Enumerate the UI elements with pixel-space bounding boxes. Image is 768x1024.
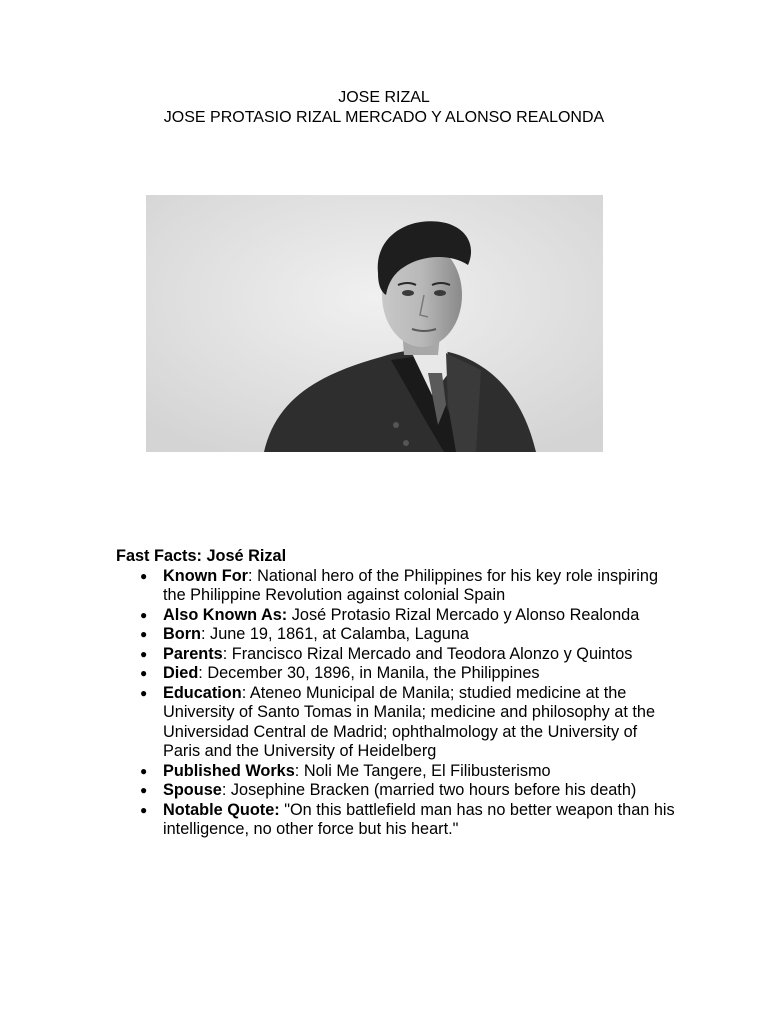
list-item: ● Education: Ateneo Municipal de Manila; studied medicine at the University of Santo Tomas in Manila; medicine and philosophy at the Universidad Central de Madrid; ophthalmology at the University of Paris and the University of Heidelberg bbox=[140, 683, 656, 760]
document-title bbox=[0, 88, 768, 128]
list-item bbox=[116, 801, 676, 840]
list-item: ● Known For: National hero of the Philippines for his key role inspiring the Philippine Revolution against colonial Spain bbox=[140, 566, 658, 604]
fact-text: Noli Me Tangere, El Filibusterismo bbox=[303, 761, 551, 780]
fact-label: Died bbox=[163, 664, 199, 682]
bullet-icon: ● bbox=[140, 607, 148, 622]
fact-text: June 19, 1861, at Calamba, Laguna bbox=[210, 625, 469, 643]
bullet-icon: ● bbox=[140, 783, 148, 797]
title-line-1: JOSE RIZAL bbox=[338, 89, 430, 106]
bullet-icon: ● bbox=[140, 763, 148, 778]
bullet-icon: ● bbox=[140, 685, 148, 700]
fact-text: "On this battlefield man has no better weapon than his intelligence, no other force but his heart." bbox=[163, 800, 675, 838]
fast-facts-section bbox=[116, 547, 676, 840]
list-item: ● Died: December 30, 1896, in Manila, the Philippines bbox=[140, 664, 540, 682]
bullet-icon: ● bbox=[140, 646, 148, 661]
list-item bbox=[116, 606, 676, 626]
list-item: ● Parents: Francisco Rizal Mercado and Teodora Alonzo y Quintos bbox=[140, 644, 633, 663]
fact-text: Ateneo Municipal de Manila; studied medicine at the University of Santo Tomas in Manila; medicine and philosophy at the Universidad Central de Madrid; ophthalmology at the University of Paris and the University of Heidelberg bbox=[163, 683, 656, 760]
fast-facts-list bbox=[116, 567, 676, 840]
fact-label: Published Works bbox=[163, 761, 295, 780]
fact-text: Francisco Rizal Mercado and Teodora Alonzo y Quintos bbox=[231, 644, 633, 663]
bullet-icon: ● bbox=[140, 666, 148, 680]
portrait-photo bbox=[146, 195, 603, 452]
fast-facts-heading: Fast Facts: José Rizal bbox=[116, 547, 287, 565]
bullet-icon: ● bbox=[140, 802, 148, 817]
fact-label: Notable Quote: bbox=[163, 800, 280, 819]
bullet-icon: ● bbox=[140, 568, 148, 583]
fact-text: Josephine Bracken (married two hours before his death) bbox=[230, 781, 637, 799]
fact-label: Spouse bbox=[163, 781, 222, 799]
list-item: ● Born: June 19, 1861, at Calamba, Laguna bbox=[140, 625, 469, 643]
fact-text: December 30, 1896, in Manila, the Philippines bbox=[207, 664, 540, 682]
fact-label: Known For bbox=[163, 566, 249, 585]
title-line-2: JOSE PROTASIO RIZAL MERCADO Y ALONSO REALONDA bbox=[163, 109, 605, 126]
fact-label: Also Known As: bbox=[163, 605, 288, 624]
list-item: ● Spouse: Josephine Bracken (married two hours before his death) bbox=[140, 781, 637, 799]
bullet-icon: ● bbox=[140, 627, 148, 641]
fact-text: National hero of the Philippines for his key role inspiring the Philippine Revolution against colonial Spain bbox=[163, 566, 658, 604]
fact-text: José Protasio Rizal Mercado y Alonso Realonda bbox=[291, 605, 640, 624]
fact-label: Education bbox=[163, 683, 242, 702]
fact-label: Parents bbox=[163, 644, 223, 663]
fact-label: Born bbox=[163, 625, 201, 643]
list-item: ● Published Works: Noli Me Tangere, El Filibusterismo bbox=[140, 761, 551, 780]
